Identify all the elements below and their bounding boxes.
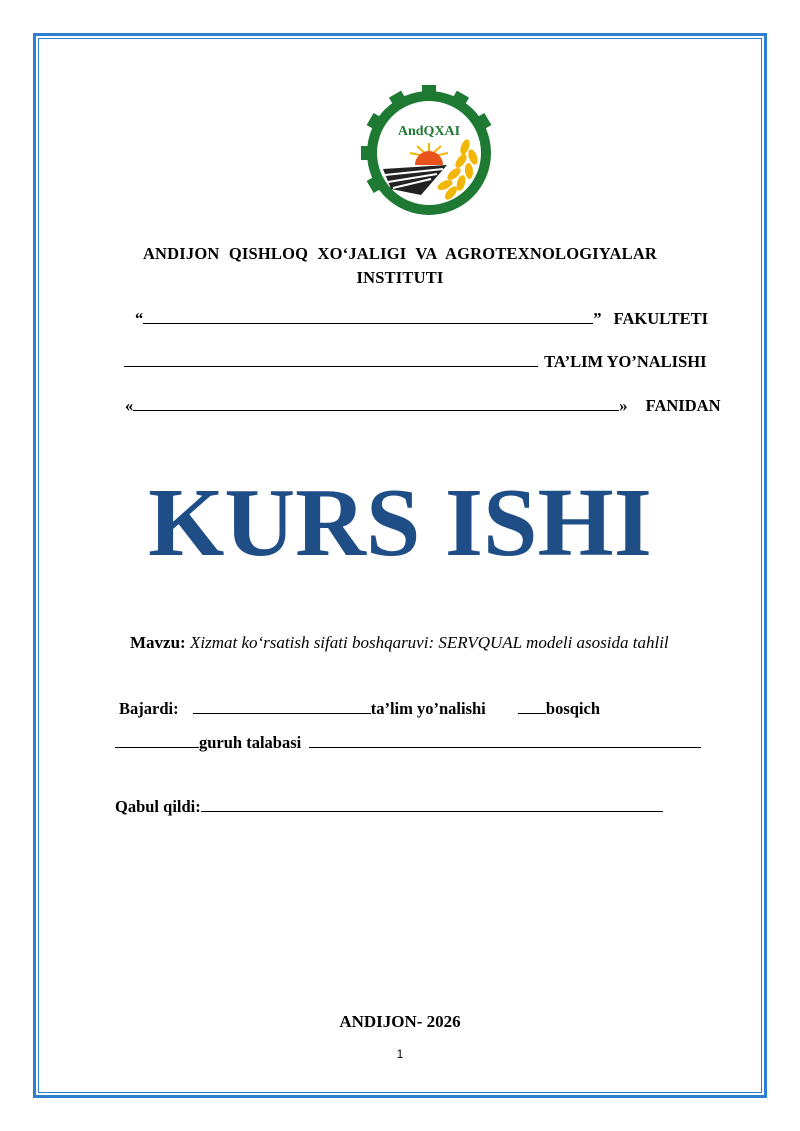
faculty-label: FAKULTETI	[613, 309, 709, 328]
student-name-blank[interactable]	[309, 733, 701, 748]
group-blank[interactable]	[115, 733, 199, 748]
faculty-blank[interactable]	[143, 309, 593, 324]
institute-name-line2: INSTITUTI	[356, 268, 444, 287]
page-number: 1	[396, 1047, 404, 1061]
direction-blank[interactable]	[124, 352, 538, 367]
direction-label: TA’LIM YO’NALISHI	[544, 352, 707, 371]
performer-row	[119, 699, 600, 719]
performer-name-blank[interactable]	[193, 699, 371, 714]
accepted-row	[115, 797, 663, 817]
performer-label: Bajardi:	[119, 699, 179, 718]
subject-row	[125, 396, 720, 416]
group-text: guruh talabasi	[199, 733, 302, 752]
faculty-row	[135, 309, 708, 329]
topic-value: Xizmat ko‘rsatish sifati boshqaruvi: SERVQUAL modeli asosida tahlil	[189, 633, 669, 652]
subject-blank[interactable]	[133, 396, 619, 411]
group-row	[115, 733, 701, 753]
topic-label: Mavzu:	[130, 633, 186, 652]
document-title: KURS ISHI	[148, 469, 652, 577]
topic-row	[130, 633, 669, 653]
subject-open-quote: «	[125, 396, 134, 415]
subject-label: FANIDAN	[645, 396, 721, 415]
performer-direction-text: ta’lim yo’nalishi	[370, 699, 486, 718]
footer-city-year: ANDIJON- 2026	[339, 1012, 461, 1031]
logo-text: AndQXAI	[397, 124, 461, 139]
performer-stage-text: bosqich	[545, 699, 601, 718]
institute-logo	[361, 85, 497, 221]
institute-name-line1: ANDIJON QISHLOQ XO‘JALIGI VA AGROTEXNOLOGIYALAR	[142, 244, 658, 263]
subject-close-quote: »	[619, 396, 628, 415]
accepted-label: Qabul qildi:	[115, 797, 201, 816]
faculty-open-quote: “	[135, 309, 144, 328]
accepted-blank[interactable]	[201, 797, 663, 812]
direction-row	[124, 352, 707, 372]
faculty-close-quote: ”	[593, 309, 602, 328]
stage-blank[interactable]	[518, 699, 546, 714]
